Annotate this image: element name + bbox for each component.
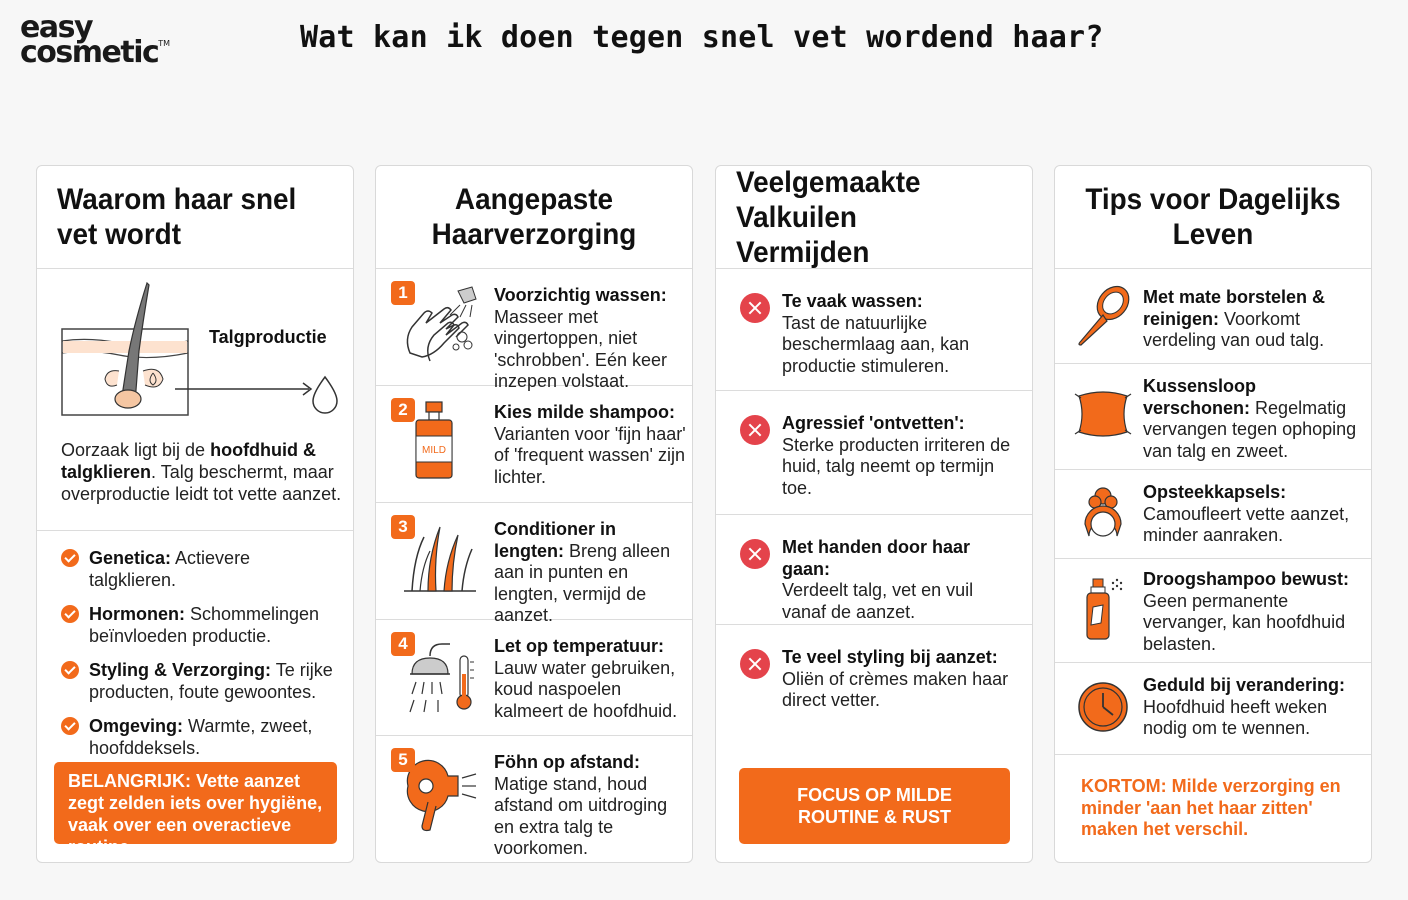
list-item [61,659,335,703]
pitfall-text [782,647,1022,712]
hair-follicle-icon [59,281,339,431]
list-item [61,547,335,591]
item-text: Te rijke producten, foute gewoontes. [89,660,333,702]
tip-text [1143,569,1363,655]
hairbrush-icon [1073,283,1133,347]
tip-text [1143,675,1363,740]
cause-text [61,439,346,505]
column-header [376,166,692,269]
pitfall-title: Te veel styling bij aanzet: [782,647,998,667]
scalp-illustration-panel [37,269,353,531]
step-description: Breng alleen aan in punten en lengten, vermijd de aanzet. [494,540,671,625]
logo-line-1: easy [20,10,93,45]
item-text: Warmte, zweet, hoofddeksels. [89,716,313,758]
logo-word: cosmetic [20,34,159,70]
check-icon [61,549,79,567]
column-heading: Tips voor Dagelijks Leven [1085,183,1341,251]
tip-text [1143,376,1363,462]
illustration-label: Talgproductie [209,327,327,347]
column-header [37,166,353,269]
step-description: Matige stand, houd afstand om uitdroging en extra talg te voorkomen. [494,773,668,858]
tip-text [1143,287,1363,352]
pitfall-item [716,391,1032,515]
step-text [494,636,689,722]
trademark: TM [158,38,171,48]
column-heading: Aangepaste Haarverzorging [431,183,637,251]
close-icon [740,539,770,569]
step-description: Varianten voor 'fijn haar' of 'frequent wassen' zijn lichter. [494,423,686,487]
check-icon [61,605,79,623]
pitfall-title: Met handen door haar gaan: [782,537,971,579]
item-text: Actievere talgklieren. [89,548,251,590]
tip-description: Geen permanente vervanger, kan hoofdhuid belasten. [1143,590,1346,654]
summary-callout: KORTOM: Milde verzorging en minder 'aan het haar zitten' maken het verschil. [1081,776,1341,839]
step-title: Kies milde shampoo: [494,402,676,422]
pitfall-description: Tast de natuurlijke beschermlaag aan, kan productie stimuleren. [782,312,970,376]
item-title: Omgeving: [89,716,184,736]
step-description: Masseer met vingertoppen, niet 'schrobben'. Eén keer inzepen volstaat. [494,306,667,391]
step-text [494,285,689,393]
tip-text [1143,482,1363,547]
brand-logo [20,10,171,70]
cause-suffix: . Talg beschermt, maar overproductie leidt tot vette aanzet. [61,462,342,504]
hair-bun-icon [1073,482,1133,546]
list-item [61,603,335,647]
causes-list [37,531,353,759]
cause-bold: hoofdhuid & talgklieren [61,440,317,482]
tip-title: Droogshampoo bewust: [1143,569,1349,589]
pitfall-text [782,413,1022,499]
step-item [376,269,692,391]
item-title: Hormonen: [89,604,185,624]
tip-description: Camoufleert vette aanzet, minder aanraken. [1143,503,1350,545]
list-item [61,715,335,759]
dry-shampoo-icon [1073,577,1133,641]
tip-item [1055,663,1371,755]
tip-title: Opsteekkapsels: [1143,482,1287,502]
step-description: Lauw water gebruiken, koud naspoelen kalmeert de hoofdhuid. [494,657,678,721]
column-heading: Veelgemaakte Valkuilen Vermijden [736,165,921,269]
step-title: Voorzichtig wassen: [494,285,667,305]
step-item [376,503,692,625]
column-header [1055,166,1371,269]
step-number: 3 [391,515,415,539]
pitfall-description: Oliën of crèmes maken haar direct vetter. [782,668,1009,710]
cause-prefix: Oorzaak ligt bij de [61,440,211,460]
column-causes [36,165,354,863]
step-title: Let op temperatuur: [494,636,665,656]
item-text: Schommelingen beïnvloeden productie. [89,604,320,646]
step-text [494,519,689,627]
tip-item [1055,269,1371,364]
pitfall-text [782,291,1022,377]
pitfall-title: Agressief 'ontvetten': [782,413,965,433]
check-icon [61,661,79,679]
check-icon [61,717,79,735]
step-text [494,752,689,860]
step-title: Conditioner in lengten: [494,519,616,561]
column-daily-tips [1054,165,1372,863]
focus-callout: FOCUS OP MILDE ROUTINE & RUST [739,768,1010,844]
step-number: 4 [391,632,415,656]
tip-title: Kussensloop verschonen: [1143,376,1257,418]
step-number: 1 [391,281,415,305]
close-icon [740,293,770,323]
column-pitfalls [715,165,1033,863]
step-item [376,620,692,736]
pitfall-item [716,269,1032,391]
step-number: 5 [391,748,415,772]
item-title: Styling & Verzorging: [89,660,272,680]
bottle-label: MILD [422,445,446,456]
tip-title: Met mate borstelen & reinigen: [1143,287,1326,329]
tip-description: Voorkomt verdeling van oud talg. [1143,308,1325,350]
pitfall-description: Verdeelt talg, vet en vuil vanaf de aanzet. [782,580,974,622]
step-number: 2 [391,398,415,422]
pitfall-text [782,537,1022,623]
clock-icon [1073,675,1133,739]
tip-description: Hoofdhuid heeft weken nodig om te wennen. [1143,696,1328,738]
step-title: Föhn op afstand: [494,752,640,772]
page-title: Wat kan ik doen tegen snel vet wordend haar? [300,20,1104,55]
logo-line-2 [20,34,171,70]
column-header [716,166,1032,269]
tip-item [1055,470,1371,559]
pitfall-description: Sterke producten irriteren de huid, talg neemt op termijn toe. [782,434,1011,498]
tip-item [1055,559,1371,663]
close-icon [740,415,770,445]
pitfall-title: Te vaak wassen: [782,291,923,311]
tip-item [1055,364,1371,470]
pitfall-item [716,625,1032,735]
important-callout: BELANGRIJK: Vette aanzet zegt zelden iets over hygiëne, vaak over een overactieve routine. [54,762,337,844]
close-icon [740,649,770,679]
step-item [376,386,692,503]
tip-description: Regelmatig vervangen tegen ophoping van talg en zweet. [1143,397,1357,461]
column-heading: Waarom haar snel vet wordt [57,183,297,251]
column-haircare [375,165,693,863]
pillow-icon [1073,382,1133,446]
tip-title: Geduld bij verandering: [1143,675,1346,695]
step-item [376,736,692,863]
item-title: Genetica: [89,548,172,568]
step-text [494,402,689,488]
pitfall-item [716,515,1032,625]
